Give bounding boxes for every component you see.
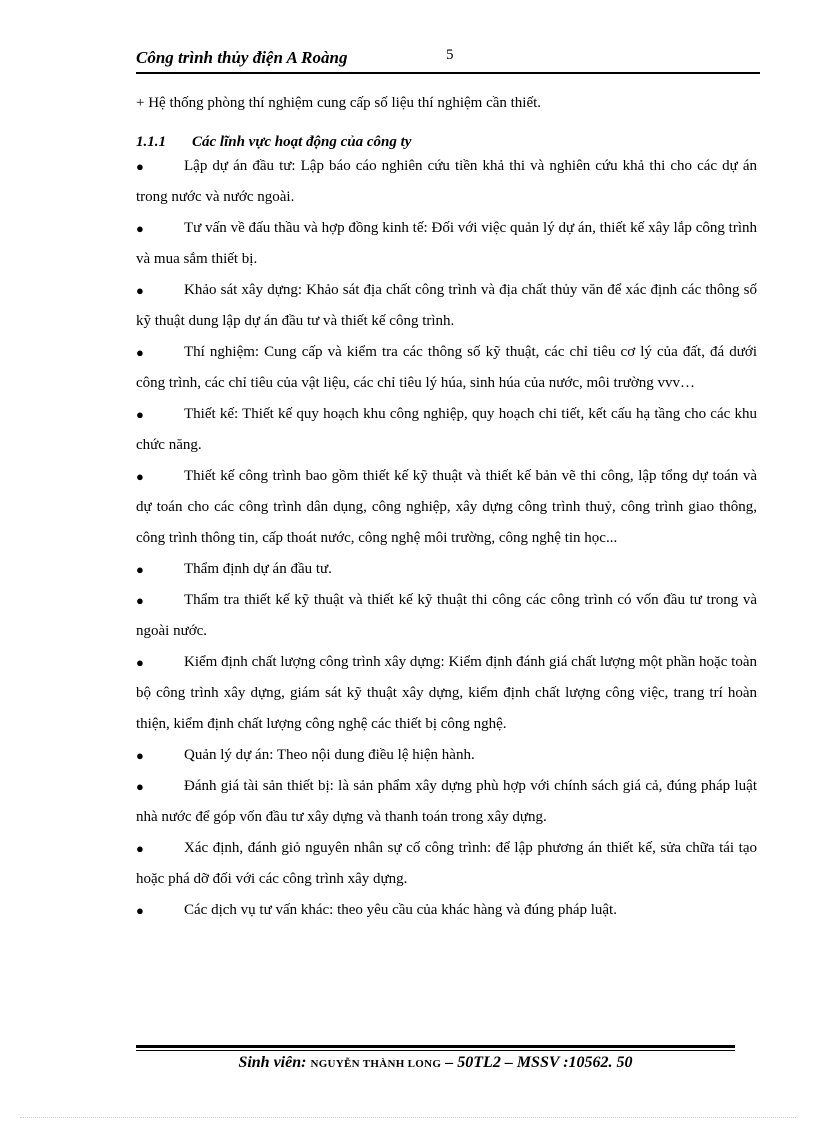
list-item-text: Quản lý dự án: Theo nội dung điều lệ hiện hành. bbox=[184, 747, 475, 763]
bullet-icon: ● bbox=[136, 655, 144, 670]
list-item bbox=[136, 275, 757, 337]
list-item-text: Tư vấn về đấu thầu và hợp đồng kinh tế: Đối với việc quản lý dự án, thiết kế xây lắp công trình và mua sắm thiết bị. bbox=[136, 220, 757, 267]
footer-details: – 50TL2 – MSSV :10562. 50 bbox=[445, 1054, 633, 1071]
list-item bbox=[136, 740, 757, 771]
list-item-text: Xác định, đánh giỏ nguyên nhân sự cố công trình: để lập phương án thiết kế, sửa chữa tái tạo hoặc phá dỡ đối với các công trình xây dựng. bbox=[136, 840, 757, 887]
bullet-icon: ● bbox=[136, 283, 144, 298]
list-item-text: Thẩm định dự án đầu tư. bbox=[184, 561, 332, 577]
list-item bbox=[136, 399, 757, 461]
list-item-text: Thiết kế: Thiết kế quy hoạch khu công nghiệp, quy hoạch chi tiết, kết cấu hạ tầng cho các khu chức năng. bbox=[136, 406, 757, 453]
list-item-text: Thẩm tra thiết kế kỹ thuật và thiết kế kỹ thuật thi công các công trình có vốn đầu tư trong và ngoài nước. bbox=[136, 592, 757, 639]
bullet-icon: ● bbox=[136, 562, 144, 577]
bullet-icon: ● bbox=[136, 469, 144, 484]
list-item bbox=[136, 554, 757, 585]
section-heading bbox=[136, 133, 757, 151]
footer-divider-thin bbox=[136, 1050, 735, 1051]
bullet-icon: ● bbox=[136, 593, 144, 608]
header-divider bbox=[136, 72, 760, 74]
list-item-text: Kiểm định chất lượng công trình xây dựng: Kiểm định đánh giá chất lượng một phần hoặc toàn bộ công trình xây dựng, giám sát kỹ thuật xây dựng, kiểm định chất lượng công việc, trang trí hoàn thiện, kiểm định chất lượng công nghệ các thiết bị công nghệ. bbox=[136, 654, 757, 732]
page-edge-dots bbox=[20, 1117, 796, 1118]
bullet-icon: ● bbox=[136, 221, 144, 236]
section-title: Các lĩnh vực hoạt động của công ty bbox=[192, 134, 412, 150]
list-item bbox=[136, 771, 757, 833]
list-item bbox=[136, 585, 757, 647]
bullet-icon: ● bbox=[136, 779, 144, 794]
footer-divider-thick bbox=[136, 1045, 735, 1048]
list-item-text: Đánh giá tài sản thiết bị: là sản phẩm xây dựng phù hợp với chính sách giá cả, đúng pháp luật nhà nước để góp vốn đầu tư xây dựng và thanh toán trong xây dựng. bbox=[136, 778, 757, 825]
bullet-icon: ● bbox=[136, 748, 144, 763]
list-item-text: Thiết kế công trình bao gồm thiết kế kỹ thuật và thiết kế bản vẽ thi công, lập tổng dự toán và dự toán cho các công trình dân dụng, công nghiệp, xây dựng công trình thuỷ, công trình giao thông, công trình thông tin, cấp thoát nước, công nghệ môi trường, công nghệ tin học... bbox=[136, 468, 757, 546]
student-name: NGUYỄN THÀNH LONG bbox=[310, 1058, 442, 1070]
header-title: Công trình thủy điện A Roàng bbox=[136, 48, 348, 67]
page-header bbox=[136, 48, 760, 74]
list-item bbox=[136, 647, 757, 740]
list-item bbox=[136, 337, 757, 399]
page-number: 5 bbox=[446, 47, 454, 63]
bullet-icon: ● bbox=[136, 345, 144, 360]
list-item bbox=[136, 833, 757, 895]
section-number: 1.1.1 bbox=[136, 134, 166, 150]
list-item-text: Khảo sát xây dựng: Khảo sát địa chất công trình và địa chất thủy văn để xác định các thông số kỹ thuật dung lập dự án đầu tư và thiết kế công trình. bbox=[136, 282, 757, 329]
list-item bbox=[136, 461, 757, 554]
list-item-text: Lập dự án đầu tư: Lập báo cáo nghiên cứu tiền khả thi và nghiên cứu khả thi cho các dự án trong nước và nước ngoài. bbox=[136, 158, 757, 205]
list-item bbox=[136, 213, 757, 275]
bullet-icon: ● bbox=[136, 903, 144, 918]
list-item-text: Các dịch vụ tư vấn khác: theo yêu cầu của khác hàng và đúng pháp luật. bbox=[184, 902, 617, 918]
bullet-icon: ● bbox=[136, 407, 144, 422]
footer-label: Sinh viên: bbox=[238, 1054, 307, 1071]
list-item bbox=[136, 151, 757, 213]
document-body bbox=[136, 88, 757, 926]
intro-line: + Hệ thống phòng thí nghiệm cung cấp số liệu thí nghiệm cần thiết. bbox=[136, 95, 542, 111]
activity-list bbox=[136, 151, 757, 926]
page-footer bbox=[136, 1054, 735, 1072]
list-item bbox=[136, 895, 757, 926]
bullet-icon: ● bbox=[136, 841, 144, 856]
list-item-text: Thí nghiệm: Cung cấp và kiểm tra các thông số kỹ thuật, các chỉ tiêu cơ lý của đất, đá dưới công trình, các chỉ tiêu của vật liệu, các chỉ tiêu lý húa, sinh húa của nước, môi trường vvv… bbox=[136, 344, 757, 391]
bullet-icon: ● bbox=[136, 159, 144, 174]
